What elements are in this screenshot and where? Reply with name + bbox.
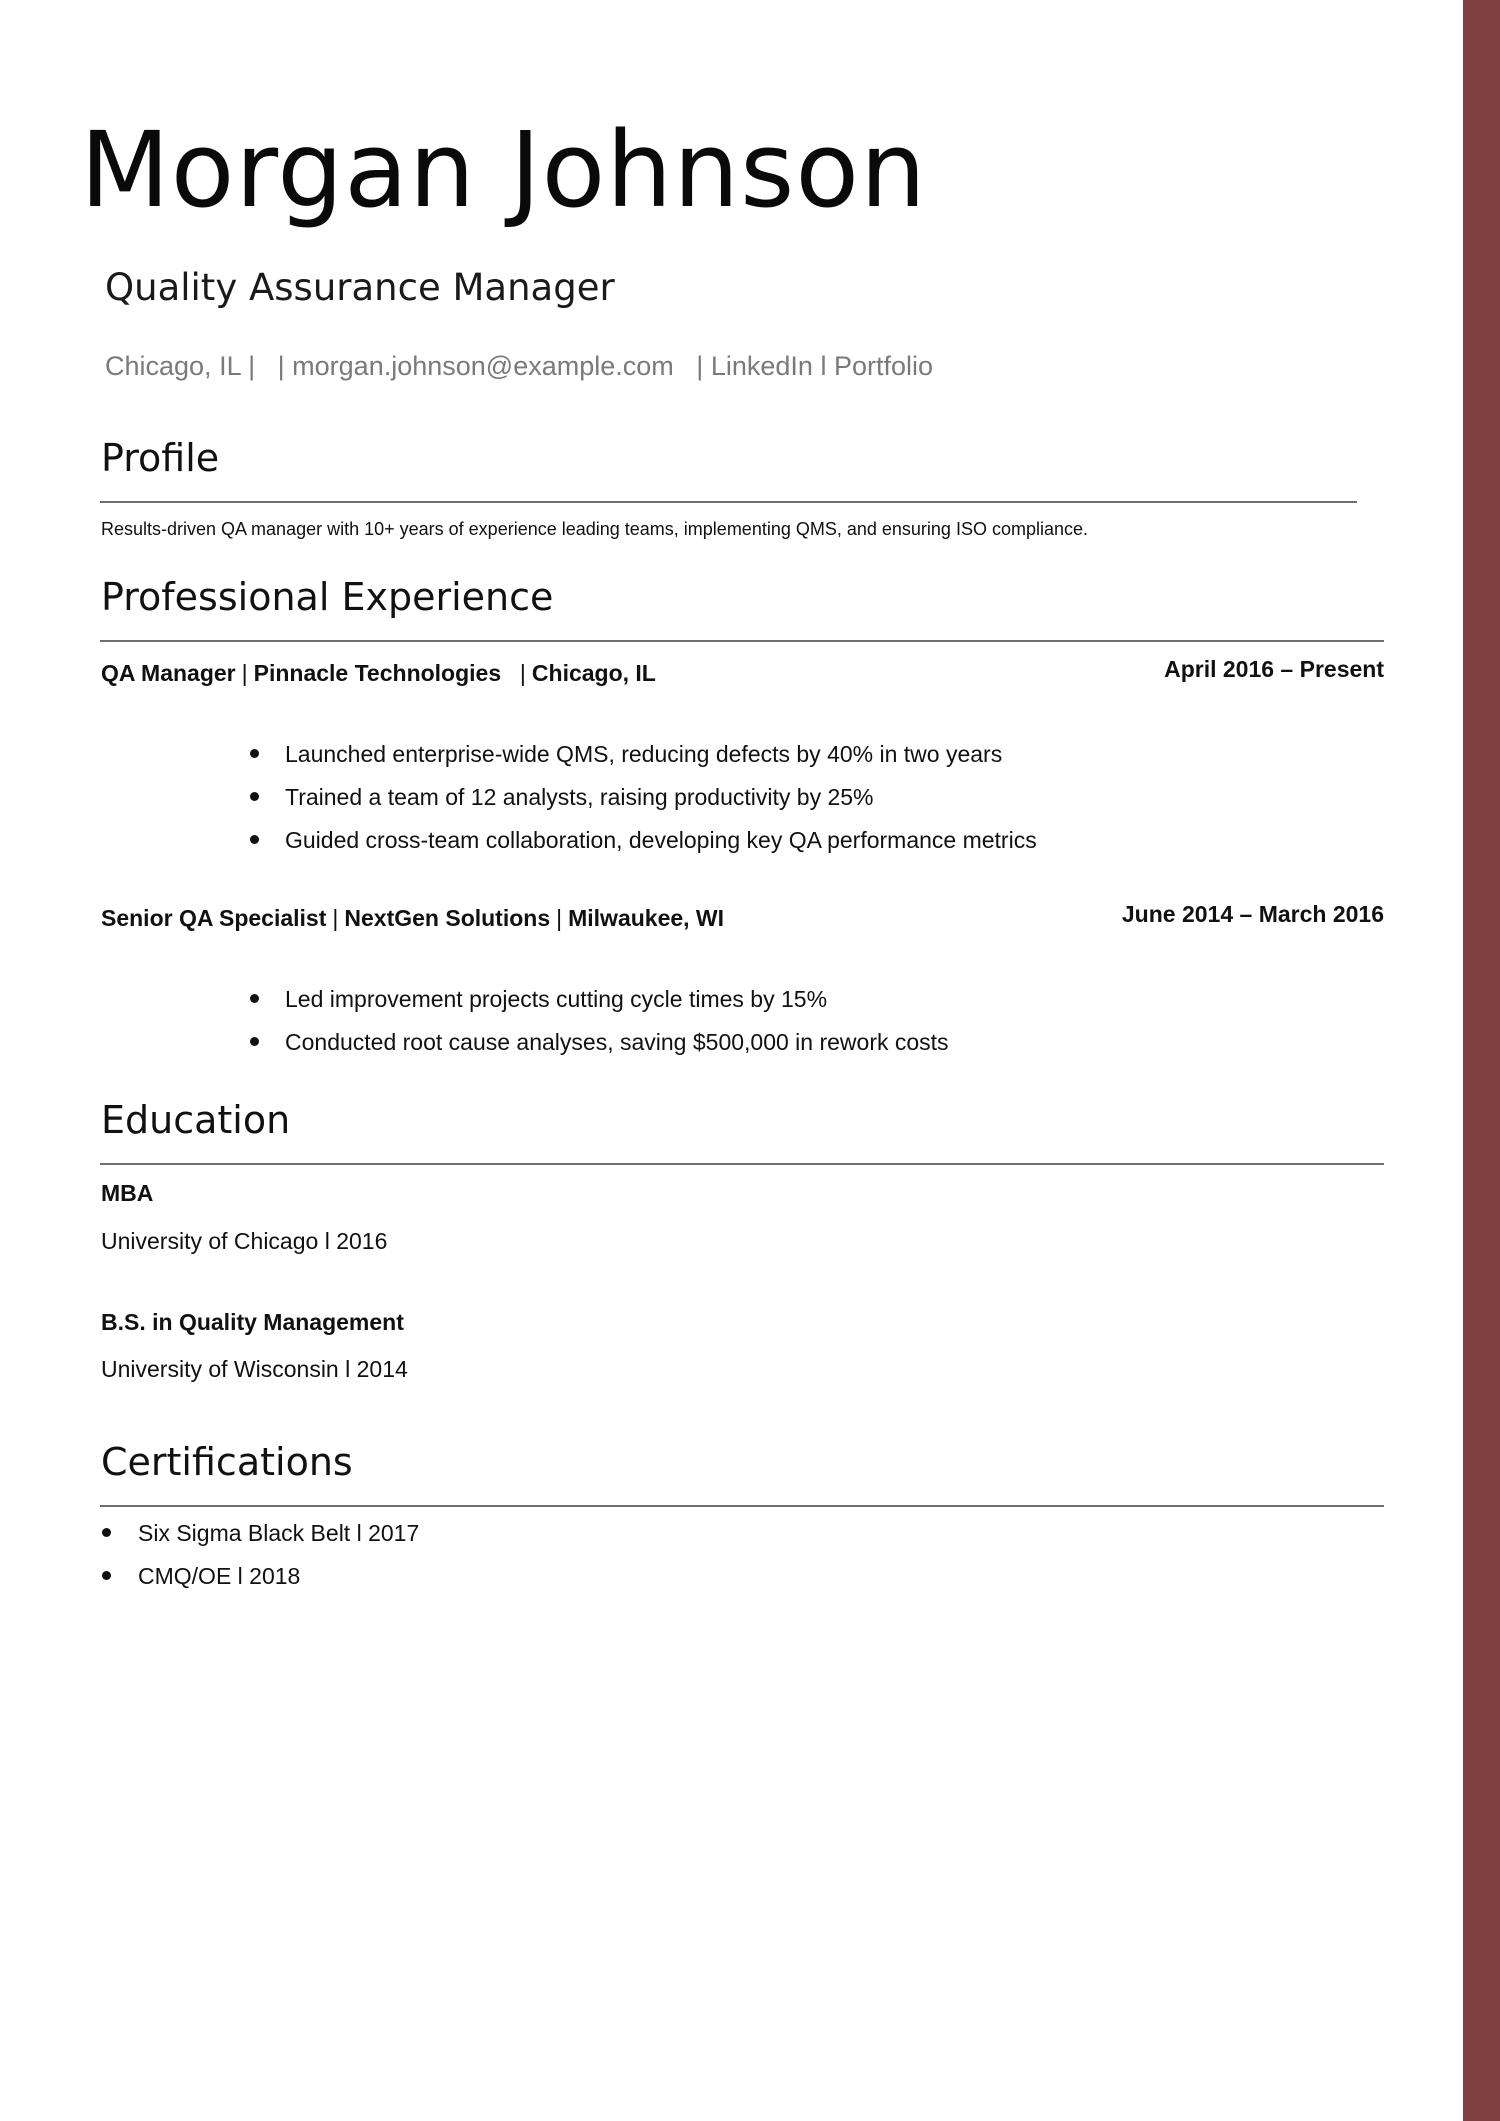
section-heading-education: Education [101,1098,291,1142]
education-school: University of Wisconsin l 2014 [101,1356,408,1382]
bullet-text: Launched enterprise-wide QMS, reducing defects by 40% in two years [285,741,1003,767]
contact-linkedin-link[interactable]: LinkedIn [710,351,813,381]
bullet-icon [250,749,259,758]
accent-side-bar [1463,0,1500,2121]
bullet-icon [102,1528,111,1537]
bullet-text: Led improvement projects cutting cycle times by 15% [285,986,828,1012]
bullet-text: Guided cross-team collaboration, developing key QA performance metrics [285,827,1037,853]
contact-line [105,350,933,382]
bullet-icon [250,835,259,844]
job-location: Chicago, IL [531,660,656,686]
candidate-title: Quality Assurance Manager [105,266,615,309]
certification-text: CMQ/OE l 2018 [138,1563,301,1589]
section-heading-certifications: Certifications [101,1440,353,1484]
contact-separator: | [696,351,704,381]
list-item [250,1029,949,1072]
education-school: University of Chicago l 2016 [101,1228,388,1254]
contact-location: Chicago, IL [105,351,241,381]
bullet-icon [250,1037,259,1046]
job-company: Pinnacle Technologies [253,660,502,686]
section-heading-profile: Profile [101,436,220,480]
list-item [250,784,1037,827]
bullet-text: Trained a team of 12 analysts, raising productivity by 25% [285,784,874,810]
job-bullet-list [250,986,949,1072]
list-item [250,986,949,1029]
job-pipe-separator: | [241,660,248,686]
list-item [101,1563,419,1606]
certification-list [101,1520,419,1606]
job-dates: April 2016 – Present [1164,656,1384,682]
section-heading-experience: Professional Experience [101,575,554,619]
profile-summary: Results-driven QA manager with 10+ years of experience leading teams, implementing QMS, and ensuring ISO compliance. [101,519,1088,539]
job-bullet-list [250,741,1037,870]
job-dates: June 2014 – March 2016 [1121,901,1384,927]
job-location: Milwaukee, WI [568,905,725,931]
bullet-icon [250,792,259,801]
contact-email-link[interactable]: morgan.johnson@example.com [292,351,674,381]
job-company: NextGen Solutions [344,905,551,931]
education-degree: B.S. in Quality Management [101,1309,404,1335]
job-pipe-separator: | [519,660,526,686]
section-divider [100,1505,1384,1507]
contact-separator: | [277,351,285,381]
job-pipe-separator: | [556,905,563,931]
section-divider [100,1163,1384,1165]
certification-text: Six Sigma Black Belt l 2017 [138,1520,420,1546]
candidate-name: Morgan Johnson [80,109,927,231]
contact-link-separator: l [820,351,827,381]
section-divider [100,640,1384,642]
job-role: QA Manager [101,660,236,686]
job-pipe-separator: | [332,905,339,931]
job-role: Senior QA Specialist [101,905,327,931]
list-item [250,741,1037,784]
contact-separator: | [248,351,256,381]
education-degree: MBA [101,1180,154,1206]
bullet-icon [250,994,259,1003]
list-item [101,1520,419,1563]
bullet-icon [102,1571,111,1580]
contact-portfolio-link[interactable]: Portfolio [833,351,934,381]
bullet-text: Conducted root cause analyses, saving $500,000 in rework costs [285,1029,949,1055]
section-divider [100,501,1357,503]
list-item [250,827,1037,870]
